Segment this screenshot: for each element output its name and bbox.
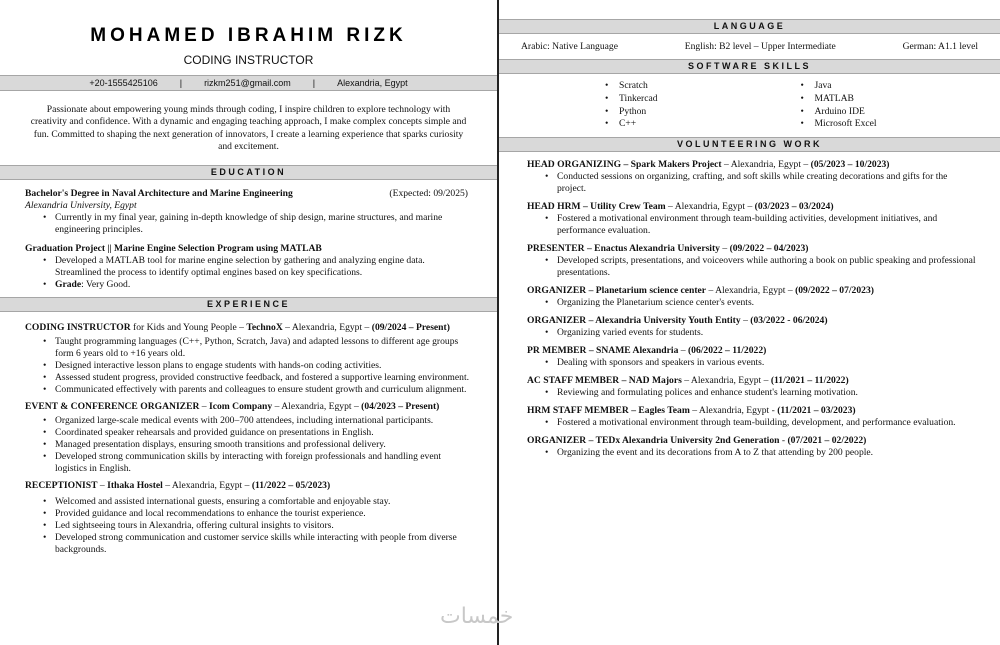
list-item: • Organizing the event and its decorations from A to Z that attending by 200 people.	[527, 447, 978, 459]
degree-row	[25, 188, 472, 200]
profile-summary: Passionate about empowering young minds through coding, I inspire children to explore technology with creativity and confidence. With a dynamic and engaging teaching approach, I make complex concepts simple and fun. Committed to shaping the next generation of innovators, I create a learning experience that sparks curiosity and excitement.	[30, 104, 467, 153]
skill-item: • Scratch	[499, 80, 750, 93]
list-item: • Developed scripts, presentations, and voiceovers while authoring a book on public speaking and professional presentations.	[527, 255, 978, 279]
job-role: CODING INSTRUCTOR	[25, 321, 131, 333]
list-item: • Conducted sessions on organizing, crafting, and soft skills while creating decorations and gifts for the project.	[527, 171, 978, 195]
list-item: • Fostered a motivational environment through team-building activities, development initiatives, and performance evaluation.	[527, 213, 978, 237]
left-column	[0, 0, 497, 645]
volunteer-entry	[527, 345, 978, 369]
volunteer-place: – Alexandria, Egypt –	[681, 375, 771, 387]
job-title: CODING INSTRUCTOR	[183, 53, 314, 67]
volunteer-dates: (05/2023 – 10/2023)	[810, 159, 890, 171]
language-item: Arabic: Native Language	[521, 41, 618, 52]
volunteer-place: – Alexandria, Egypt –	[706, 285, 796, 297]
volunteer-role: ORGANIZER – Alexandria University Youth Entity	[527, 315, 741, 327]
education-section	[0, 188, 497, 291]
list-item: • Taught programming languages (C++, Python, Scratch, Java) and adapted lessons to different age groups form 6 years old to +16 years old.	[25, 336, 472, 360]
skill-item: • Microsoft Excel	[750, 118, 1000, 131]
skills-heading: SOFTWARE SKILLS	[499, 59, 1000, 74]
job-company: Icom Company	[209, 400, 273, 412]
volunteer-role: PRESENTER – Enactus Alexandria University	[527, 243, 720, 255]
job-role: RECEPTIONIST	[25, 479, 98, 491]
volunteer-place: – Alexandria, Egypt -	[689, 405, 778, 417]
job-entry	[25, 322, 472, 396]
volunteer-place: –	[740, 315, 751, 327]
volunteer-entry	[527, 243, 978, 279]
job-context: –	[97, 479, 108, 491]
job-place: – Alexandria, Egypt –	[272, 400, 362, 412]
skill-item: • MATLAB	[750, 93, 1000, 106]
volunteer-place: –	[678, 345, 688, 357]
job-company: TechnoX	[246, 321, 283, 333]
watermark-logo: خمسات	[440, 604, 514, 629]
volunteer-role: ORGANIZER – Planetarium science center	[527, 285, 707, 297]
volunteer-dates: (09/2022 – 07/2023)	[795, 285, 874, 297]
list-item: • Reviewing and formulating polices and enhance student's learning motivation.	[527, 387, 978, 399]
phone-text: +20-1555425106	[89, 78, 158, 88]
list-item: • Provided guidance and local recommendations to enhance the tourist experience.	[25, 508, 472, 520]
job-bullets	[25, 415, 472, 475]
volunteer-entry	[527, 285, 978, 309]
grade-label: Grade	[55, 278, 82, 290]
list-item: • Organizing varied events for students.	[527, 327, 978, 339]
skill-item: • Arduino IDE	[750, 106, 1000, 119]
list-item: • Developed strong communication and customer service skills while interacting with people from diverse backgrounds.	[25, 532, 472, 556]
language-heading: LANGUAGE	[499, 19, 1000, 34]
volunteer-entry	[527, 375, 978, 399]
job-place: – Alexandria, Egypt –	[162, 479, 252, 491]
volunteer-entry	[527, 159, 978, 195]
volunteer-role: ORGANIZER – TEDx Alexandria University 2nd Generation	[527, 435, 780, 447]
skill-item: • C++	[499, 118, 750, 131]
job-dates: (09/2024 – Present)	[371, 321, 450, 333]
volunteer-dates: (11/2021 – 11/2022)	[770, 375, 849, 387]
volunteer-dates: (06/2022 – 11/2022)	[687, 345, 767, 357]
grade-item	[25, 279, 472, 291]
list-item: • Currently in my final year, gaining in-depth knowledge of ship design, marine structures, and marine engineering principles.	[25, 212, 472, 236]
job-dates: (04/2023 – Present)	[361, 400, 440, 412]
volunteer-dates: (11/2021 – 03/2023)	[777, 405, 856, 417]
job-bullets	[25, 496, 472, 556]
job-place: – Alexandria, Egypt –	[282, 321, 372, 333]
volunteering-section	[499, 159, 1000, 459]
candidate-name: MOHAMED IBRAHIM RIZK	[90, 25, 407, 46]
volunteer-role: HEAD HRM – Utility Crew Team	[527, 201, 666, 213]
job-entry	[25, 480, 472, 556]
list-item: • Led sightseeing tours in Alexandria, offering cultural insights to visitors.	[25, 520, 472, 532]
list-item: • Fostered a motivational environment through team-building, development, and performance evaluation.	[527, 417, 978, 429]
job-context: –	[199, 400, 209, 412]
list-item: • Communicated effectively with parents and colleagues to ensure student growth and curriculum alignment.	[25, 384, 472, 396]
school-name: Alexandria University, Egypt	[25, 199, 137, 211]
list-item: • Developed a MATLAB tool for marine engine selection by gathering and analyzing engine data. Streamlined the process to identify optimal engines based on key specifications.	[25, 255, 472, 279]
skill-item: • Python	[499, 106, 750, 119]
skills-column	[499, 80, 750, 131]
volunteer-dates: (03/2022 - 06/2024)	[750, 315, 828, 327]
list-item: • Dealing with sponsors and speakers in various events.	[527, 357, 978, 369]
project-bullets	[25, 255, 472, 291]
volunteer-place: – Alexandria, Egypt –	[665, 201, 755, 213]
volunteer-place: –	[719, 243, 730, 255]
job-company: Ithaka Hostel	[107, 479, 163, 491]
volunteer-entry	[527, 405, 978, 429]
location-text: Alexandria, Egypt	[337, 78, 408, 88]
job-dates: (11/2022 – 05/2023)	[251, 479, 331, 491]
email-text: rizkm251@gmail.com	[204, 78, 291, 88]
volunteer-role: HEAD ORGANIZING – Spark Makers Project	[527, 159, 722, 171]
volunteer-dates: (09/2022 – 04/2023)	[729, 243, 809, 255]
skill-item: • Tinkercad	[499, 93, 750, 106]
degree-title: Bachelor's Degree in Naval Architecture and Marine Engineering	[25, 187, 293, 199]
project-title: Graduation Project || Marine Engine Selection Program using MATLAB	[25, 242, 322, 254]
contact-separator: |	[179, 78, 183, 88]
volunteer-entry	[527, 201, 978, 237]
contact-separator: |	[312, 78, 316, 88]
list-item: • Managed presentation displays, ensuring smooth transitions and professional delivery.	[25, 439, 472, 451]
volunteer-entry	[527, 315, 978, 339]
list-item: • Organizing the Planetarium science center's events.	[527, 297, 978, 309]
volunteer-entry	[527, 435, 978, 459]
list-item: • Welcomed and assisted international guests, ensuring a comfortable and enjoyable stay.	[25, 496, 472, 508]
job-role: EVENT & CONFERENCE ORGANIZER	[25, 400, 200, 412]
list-item: • Developed strong communication skills by interacting with foreign professionals and handling event logistics in English.	[25, 451, 472, 475]
job-bullets	[25, 336, 472, 396]
list-item: • Designed interactive lesson plans to engage students with hands-on coding activities.	[25, 360, 472, 372]
degree-bullets	[25, 212, 472, 236]
skills-column	[750, 80, 1000, 131]
volunteer-dates: (03/2023 – 03/2024)	[754, 201, 834, 213]
experience-section	[0, 322, 497, 556]
job-entry	[25, 401, 472, 475]
contact-bar	[0, 75, 497, 91]
list-item: • Coordinated speaker rehearsals and provided guidance on presentations in English.	[25, 427, 472, 439]
volunteer-dates: (07/2021 – 02/2022)	[787, 435, 867, 447]
grade-value: : Very Good.	[81, 278, 131, 290]
experience-heading: EXPERIENCE	[0, 297, 497, 312]
list-item: • Organized large-scale medical events with 200–700 attendees, including international participants.	[25, 415, 472, 427]
degree-expected: (Expected: 09/2025)	[389, 187, 468, 199]
volunteer-role: HRM STAFF MEMBER – Eagles Team	[527, 405, 690, 417]
right-column	[499, 0, 1000, 645]
skill-item: • Java	[750, 80, 1000, 93]
language-list	[499, 41, 1000, 52]
education-heading: EDUCATION	[0, 165, 497, 180]
list-item: • Assessed student progress, provided constructive feedback, and fostered a supportive learning environment.	[25, 372, 472, 384]
language-item: English: B2 level – Upper Intermediate	[684, 41, 836, 52]
volunteer-role: AC STAFF MEMBER – NAD Majors	[527, 375, 682, 387]
language-item: German: A1.1 level	[902, 41, 978, 52]
job-context: for Kids and Young People –	[130, 321, 247, 333]
volunteer-place: -	[779, 435, 788, 447]
volunteer-place: – Alexandria, Egypt –	[721, 159, 811, 171]
volunteer-role: PR MEMBER – SNAME Alexandria	[527, 345, 679, 357]
volunteering-heading: VOLUNTEERING WORK	[499, 137, 1000, 152]
skills-list	[499, 74, 1000, 137]
